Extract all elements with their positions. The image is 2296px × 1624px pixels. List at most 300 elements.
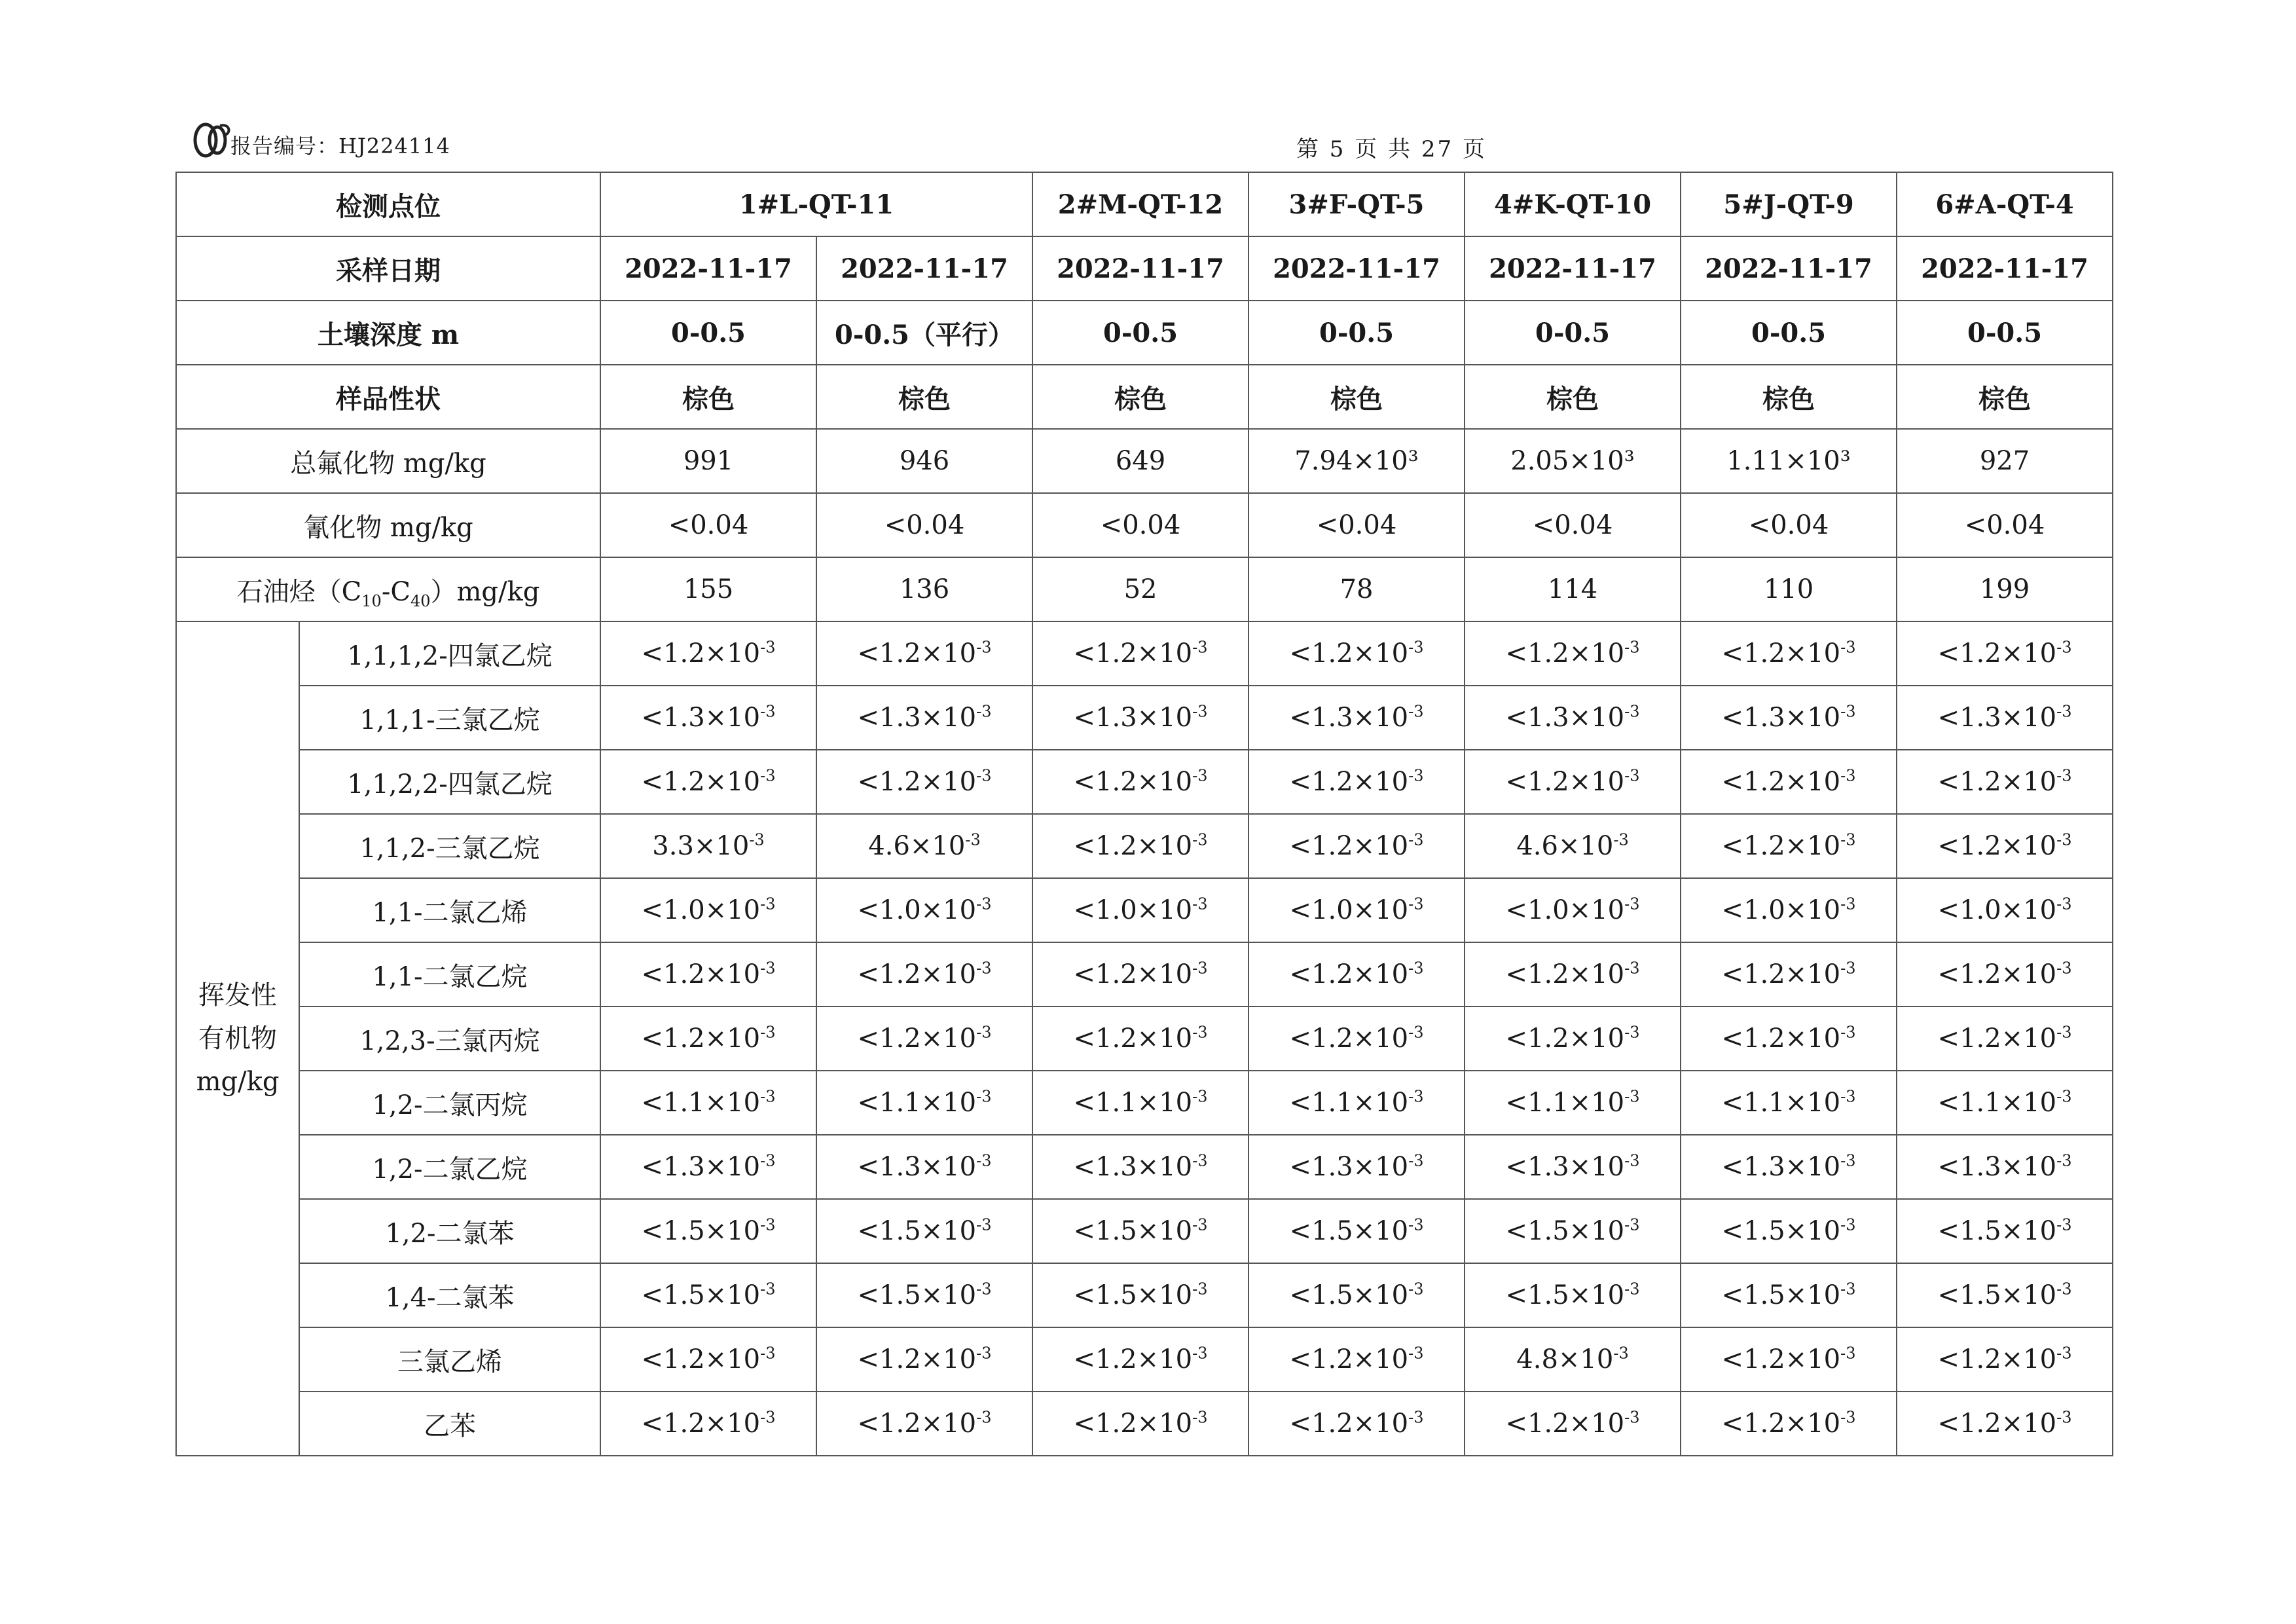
- group-label-voc: [176, 621, 299, 1456]
- value-mantissa: <1.2×10: [857, 959, 977, 989]
- value-mantissa: <1.3×10: [857, 1152, 977, 1182]
- value-cell: [1897, 621, 2113, 686]
- value-mantissa: <1.2×10: [1289, 638, 1409, 669]
- value-cell: 946: [816, 429, 1032, 493]
- value-cell: [1465, 1071, 1681, 1135]
- value-exponent: -3: [1840, 638, 1856, 657]
- value-cell: [1248, 1263, 1465, 1327]
- header-label: 采样日期: [176, 236, 600, 301]
- value-cell: [1032, 1327, 1248, 1392]
- value-cell: [816, 1006, 1032, 1071]
- value-cell: [816, 621, 1032, 686]
- value-mantissa: <1.0×10: [1505, 895, 1625, 925]
- value-exponent: -3: [1624, 1280, 1640, 1299]
- value-exponent: -3: [976, 1408, 992, 1427]
- value-mantissa: <1.0×10: [1937, 895, 2057, 925]
- value-exponent: -3: [976, 1344, 992, 1363]
- value-exponent: -3: [760, 1344, 776, 1363]
- label-part: 40: [410, 591, 431, 610]
- value-mantissa: <1.5×10: [857, 1216, 977, 1246]
- value-exponent: -3: [1624, 959, 1640, 978]
- depth-cell: 0-0.5: [1897, 301, 2113, 365]
- value-exponent: -3: [976, 638, 992, 657]
- value-exponent: -3: [2056, 1215, 2072, 1234]
- value-cell: [1032, 686, 1248, 750]
- value-cell: <0.04: [1465, 493, 1681, 557]
- value-exponent: -3: [1624, 702, 1640, 721]
- value-mantissa: <1.2×10: [857, 638, 977, 669]
- value-cell: [1248, 1392, 1465, 1456]
- value-cell: [816, 1263, 1032, 1327]
- value-exponent: -3: [1408, 1215, 1424, 1234]
- value-mantissa: <1.2×10: [1721, 638, 1841, 669]
- value-cell: [1465, 1006, 1681, 1071]
- value-exponent: -3: [976, 1087, 992, 1106]
- value-exponent: -3: [749, 830, 765, 849]
- value-cell: [816, 686, 1032, 750]
- value-exponent: -3: [1192, 1087, 1208, 1106]
- value-cell: <0.04: [1248, 493, 1465, 557]
- value-cell: [1248, 686, 1465, 750]
- value-mantissa: <1.1×10: [1073, 1088, 1193, 1118]
- value-cell: [816, 814, 1032, 878]
- value-mantissa: <1.1×10: [1721, 1088, 1841, 1118]
- value-cell: [600, 1263, 816, 1327]
- value-mantissa: <1.5×10: [1937, 1216, 2057, 1246]
- value-mantissa: <1.2×10: [1937, 1344, 2057, 1375]
- value-cell: [1897, 686, 2113, 750]
- value-exponent: -3: [760, 959, 776, 978]
- value-cell: [600, 686, 816, 750]
- value-cell: [1897, 1199, 2113, 1263]
- value-exponent: -3: [2056, 638, 2072, 657]
- compound-label: 1,2-二氯苯: [299, 1199, 600, 1263]
- value-exponent: -3: [1840, 1344, 1856, 1363]
- appearance-cell: 棕色: [1465, 365, 1681, 429]
- value-cell: [1248, 1135, 1465, 1199]
- value-cell: 78: [1248, 557, 1465, 621]
- value-exponent: -3: [1624, 895, 1640, 913]
- value-cell: [816, 1392, 1032, 1456]
- value-exponent: -3: [2056, 1344, 2072, 1363]
- value-cell: [1897, 1392, 2113, 1456]
- appearance-cell: 棕色: [600, 365, 816, 429]
- value-exponent: -3: [760, 1280, 776, 1299]
- value-mantissa: <1.2×10: [1073, 1024, 1193, 1054]
- value-mantissa: <1.5×10: [1289, 1280, 1409, 1310]
- value-mantissa: <1.2×10: [1721, 1344, 1841, 1375]
- value-exponent: -3: [1840, 702, 1856, 721]
- compound-label: 1,2-二氯丙烷: [299, 1071, 600, 1135]
- value-cell: 649: [1032, 429, 1248, 493]
- value-cell: [1248, 1071, 1465, 1135]
- value-exponent: -3: [1840, 830, 1856, 849]
- value-mantissa: <1.2×10: [1505, 959, 1625, 989]
- value-cell: [1465, 686, 1681, 750]
- value-mantissa: <1.2×10: [641, 767, 761, 797]
- value-cell: [816, 1071, 1032, 1135]
- header-row-points: [176, 172, 2113, 236]
- value-mantissa: <1.5×10: [641, 1280, 761, 1310]
- value-mantissa: <1.3×10: [641, 703, 761, 733]
- value-mantissa: <1.5×10: [1721, 1216, 1841, 1246]
- value-cell: 1.11×10³: [1681, 429, 1897, 493]
- appearance-cell: 棕色: [1681, 365, 1897, 429]
- compound-label: 1,4-二氯苯: [299, 1263, 600, 1327]
- table-row: [176, 1392, 2113, 1456]
- row-label: 总氟化物 mg/kg: [176, 429, 600, 493]
- appearance-cell: 棕色: [816, 365, 1032, 429]
- value-mantissa: <1.2×10: [857, 1344, 977, 1375]
- value-mantissa: <1.0×10: [857, 895, 977, 925]
- label-part: -C: [381, 576, 410, 607]
- value-mantissa: <1.2×10: [857, 1409, 977, 1439]
- value-exponent: -3: [1192, 1215, 1208, 1234]
- value-exponent: -3: [1613, 1344, 1629, 1363]
- table-row: [176, 1071, 2113, 1135]
- value-cell: [816, 878, 1032, 942]
- point-header: 3#F-QT-5: [1248, 172, 1465, 236]
- value-mantissa: <1.3×10: [1721, 703, 1841, 733]
- value-exponent: -3: [1192, 1408, 1208, 1427]
- table-row: [176, 814, 2113, 878]
- value-mantissa: <1.2×10: [1073, 1344, 1193, 1375]
- value-cell: [1032, 1263, 1248, 1327]
- value-mantissa: <1.2×10: [1289, 1344, 1409, 1375]
- value-exponent: -3: [760, 1087, 776, 1106]
- value-mantissa: <1.3×10: [641, 1152, 761, 1182]
- value-mantissa: <1.3×10: [1505, 1152, 1625, 1182]
- point-header: 5#J-QT-9: [1681, 172, 1897, 236]
- value-exponent: -3: [2056, 766, 2072, 785]
- value-mantissa: <1.2×10: [1937, 1024, 2057, 1054]
- value-cell: 110: [1681, 557, 1897, 621]
- value-exponent: -3: [1613, 830, 1629, 849]
- compound-label: 1,1-二氯乙烯: [299, 878, 600, 942]
- value-mantissa: <1.2×10: [1721, 767, 1841, 797]
- date-cell: 2022-11-17: [816, 236, 1032, 301]
- date-cell: 2022-11-17: [1681, 236, 1897, 301]
- value-cell: [600, 878, 816, 942]
- value-mantissa: <1.2×10: [1937, 959, 2057, 989]
- table-row: [176, 621, 2113, 686]
- depth-cell: 0-0.5: [1032, 301, 1248, 365]
- value-mantissa: <1.2×10: [641, 959, 761, 989]
- value-cell: 927: [1897, 429, 2113, 493]
- point-header: 2#M-QT-12: [1032, 172, 1248, 236]
- value-mantissa: <1.5×10: [641, 1216, 761, 1246]
- value-cell: 52: [1032, 557, 1248, 621]
- value-mantissa: <1.2×10: [641, 638, 761, 669]
- value-cell: [1465, 942, 1681, 1006]
- depth-cell: 0-0.5: [1681, 301, 1897, 365]
- value-mantissa: <1.2×10: [641, 1024, 761, 1054]
- table-row: [176, 878, 2113, 942]
- compound-label: 乙苯: [299, 1392, 600, 1456]
- value-exponent: -3: [1408, 1087, 1424, 1106]
- value-exponent: -3: [1408, 895, 1424, 913]
- compound-label: 1,1,1,2-四氯乙烷: [299, 621, 600, 686]
- value-cell: [1248, 942, 1465, 1006]
- value-exponent: -3: [760, 895, 776, 913]
- value-cell: [1465, 750, 1681, 814]
- value-mantissa: <1.5×10: [1505, 1280, 1625, 1310]
- value-cell: [600, 1071, 816, 1135]
- value-exponent: -3: [1408, 959, 1424, 978]
- value-exponent: -3: [760, 1151, 776, 1170]
- value-cell: [1248, 878, 1465, 942]
- value-mantissa: <1.2×10: [1505, 638, 1625, 669]
- value-cell: [1465, 1392, 1681, 1456]
- value-cell: [816, 942, 1032, 1006]
- label-part: ）mg/kg: [430, 576, 540, 607]
- value-cell: [600, 1392, 816, 1456]
- value-mantissa: <1.1×10: [641, 1088, 761, 1118]
- group-label-line: 挥发性: [198, 980, 277, 1010]
- date-cell: 2022-11-17: [1897, 236, 2113, 301]
- header-label: 样品性状: [176, 365, 600, 429]
- value-cell: [1032, 1071, 1248, 1135]
- value-cell: [1897, 814, 2113, 878]
- table-row: [176, 1199, 2113, 1263]
- value-cell: [1897, 1135, 2113, 1199]
- value-cell: [600, 1006, 816, 1071]
- value-cell: [600, 814, 816, 878]
- header-label: 土壤深度 m: [176, 301, 600, 365]
- date-cell: 2022-11-17: [600, 236, 816, 301]
- value-cell: [1465, 878, 1681, 942]
- value-cell: [600, 1199, 816, 1263]
- value-mantissa: 4.6×10: [868, 831, 966, 861]
- value-cell: [600, 1327, 816, 1392]
- value-mantissa: <1.2×10: [1289, 767, 1409, 797]
- value-exponent: -3: [1192, 1344, 1208, 1363]
- value-exponent: -3: [1408, 830, 1424, 849]
- compound-label: 1,2,3-三氯丙烷: [299, 1006, 600, 1071]
- value-cell: [600, 942, 816, 1006]
- value-cell: [1681, 942, 1897, 1006]
- appearance-cell: 棕色: [1032, 365, 1248, 429]
- value-cell: [816, 1199, 1032, 1263]
- value-mantissa: <1.2×10: [1937, 831, 2057, 861]
- value-mantissa: <1.2×10: [641, 1409, 761, 1439]
- value-cell: [1681, 1327, 1897, 1392]
- value-exponent: -3: [1192, 766, 1208, 785]
- value-exponent: -3: [976, 895, 992, 913]
- company-logo-icon: [191, 120, 233, 160]
- value-mantissa: <1.3×10: [1289, 1152, 1409, 1182]
- value-cell: [816, 1135, 1032, 1199]
- value-cell: [1465, 1263, 1681, 1327]
- table-row: [176, 429, 2113, 493]
- value-cell: [1681, 1199, 1897, 1263]
- value-cell: [1897, 942, 2113, 1006]
- compound-label: 1,1,2,2-四氯乙烷: [299, 750, 600, 814]
- value-cell: [600, 1135, 816, 1199]
- value-exponent: -3: [1408, 702, 1424, 721]
- value-cell: [1248, 1006, 1465, 1071]
- table-row: [176, 1135, 2113, 1199]
- value-mantissa: <1.1×10: [1937, 1088, 2057, 1118]
- value-mantissa: <1.3×10: [1721, 1152, 1841, 1182]
- value-cell: [1465, 814, 1681, 878]
- value-exponent: -3: [1624, 766, 1640, 785]
- appearance-cell: 棕色: [1248, 365, 1465, 429]
- value-exponent: -3: [1840, 1215, 1856, 1234]
- value-mantissa: <1.2×10: [857, 1024, 977, 1054]
- value-exponent: -3: [1408, 1344, 1424, 1363]
- value-cell: [1897, 1071, 2113, 1135]
- value-mantissa: <1.2×10: [1289, 831, 1409, 861]
- value-mantissa: <1.3×10: [857, 703, 977, 733]
- value-exponent: -3: [1840, 1087, 1856, 1106]
- value-mantissa: <1.2×10: [1505, 1024, 1625, 1054]
- value-mantissa: <1.2×10: [1505, 767, 1625, 797]
- table-row: [176, 1263, 2113, 1327]
- value-exponent: -3: [1840, 766, 1856, 785]
- value-mantissa: <1.3×10: [1937, 1152, 2057, 1182]
- value-cell: [1897, 878, 2113, 942]
- value-cell: [1897, 750, 2113, 814]
- value-exponent: -3: [760, 1408, 776, 1427]
- compound-label: 1,1-二氯乙烷: [299, 942, 600, 1006]
- value-cell: [600, 750, 816, 814]
- header-row-dates: [176, 236, 2113, 301]
- value-cell: <0.04: [1681, 493, 1897, 557]
- value-cell: [1897, 1327, 2113, 1392]
- value-mantissa: <1.0×10: [1073, 895, 1193, 925]
- row-label: [176, 557, 600, 621]
- value-exponent: -3: [1840, 959, 1856, 978]
- value-mantissa: <1.2×10: [1505, 1409, 1625, 1439]
- value-exponent: -3: [976, 702, 992, 721]
- value-mantissa: <1.5×10: [857, 1280, 977, 1310]
- value-exponent: -3: [2056, 1280, 2072, 1299]
- value-cell: <0.04: [1897, 493, 2113, 557]
- value-cell: [1897, 1006, 2113, 1071]
- value-mantissa: <1.5×10: [1073, 1280, 1193, 1310]
- value-cell: 155: [600, 557, 816, 621]
- value-cell: 114: [1465, 557, 1681, 621]
- value-exponent: -3: [1840, 1408, 1856, 1427]
- value-exponent: -3: [1408, 1023, 1424, 1042]
- value-exponent: -3: [2056, 1087, 2072, 1106]
- value-exponent: -3: [1408, 1408, 1424, 1427]
- value-exponent: -3: [2056, 959, 2072, 978]
- value-cell: [1681, 1392, 1897, 1456]
- value-mantissa: <1.2×10: [1721, 959, 1841, 989]
- value-cell: [1032, 1006, 1248, 1071]
- value-exponent: -3: [976, 1023, 992, 1042]
- value-mantissa: <1.2×10: [1937, 767, 2057, 797]
- value-exponent: -3: [1624, 1087, 1640, 1106]
- value-cell: [1465, 621, 1681, 686]
- value-cell: [1032, 1392, 1248, 1456]
- appearance-cell: 棕色: [1897, 365, 2113, 429]
- value-cell: [816, 750, 1032, 814]
- header-row-appearance: [176, 365, 2113, 429]
- depth-cell: 0-0.5: [600, 301, 816, 365]
- value-exponent: -3: [1624, 638, 1640, 657]
- value-mantissa: <1.2×10: [1073, 767, 1193, 797]
- value-cell: [1681, 621, 1897, 686]
- value-exponent: -3: [1624, 1408, 1640, 1427]
- value-cell: [1681, 1135, 1897, 1199]
- value-cell: [816, 1327, 1032, 1392]
- depth-cell: 0-0.5（平行）: [816, 301, 1032, 365]
- value-exponent: -3: [976, 1280, 992, 1299]
- value-mantissa: <1.3×10: [1505, 703, 1625, 733]
- table-row: [176, 1327, 2113, 1392]
- value-mantissa: <1.3×10: [1937, 703, 2057, 733]
- value-exponent: -3: [1840, 1023, 1856, 1042]
- value-exponent: -3: [976, 766, 992, 785]
- value-exponent: -3: [2056, 1408, 2072, 1427]
- point-header: 6#A-QT-4: [1897, 172, 2113, 236]
- value-cell: [1681, 1263, 1897, 1327]
- value-cell: 991: [600, 429, 816, 493]
- value-cell: [600, 621, 816, 686]
- page-number: 第 5 页 共 27 页: [1296, 136, 1487, 162]
- value-mantissa: <1.3×10: [1073, 1152, 1193, 1182]
- value-exponent: -3: [1408, 1151, 1424, 1170]
- value-mantissa: <1.2×10: [1937, 638, 2057, 669]
- value-cell: [1897, 1263, 2113, 1327]
- value-mantissa: <1.0×10: [1289, 895, 1409, 925]
- results-table: [175, 172, 2113, 1456]
- value-cell: [1681, 1006, 1897, 1071]
- value-cell: 136: [816, 557, 1032, 621]
- group-label-line: 有机物: [198, 1024, 277, 1054]
- value-mantissa: <1.5×10: [1073, 1216, 1193, 1246]
- value-mantissa: <1.1×10: [1289, 1088, 1409, 1118]
- value-cell: [1248, 1327, 1465, 1392]
- value-cell: [1248, 750, 1465, 814]
- label-part: 石油烃（C: [236, 576, 362, 607]
- value-mantissa: <1.5×10: [1937, 1280, 2057, 1310]
- value-cell: [1465, 1327, 1681, 1392]
- value-exponent: -3: [1840, 895, 1856, 913]
- table-row: [176, 557, 2113, 621]
- value-exponent: -3: [1192, 1280, 1208, 1299]
- value-cell: <0.04: [600, 493, 816, 557]
- point-header: 1#L-QT-11: [600, 172, 1032, 236]
- depth-cell: 0-0.5: [1248, 301, 1465, 365]
- value-exponent: -3: [1408, 1280, 1424, 1299]
- value-mantissa: <1.3×10: [1289, 703, 1409, 733]
- value-cell: 2.05×10³: [1465, 429, 1681, 493]
- value-cell: 7.94×10³: [1248, 429, 1465, 493]
- value-exponent: -3: [2056, 830, 2072, 849]
- value-exponent: -3: [760, 638, 776, 657]
- value-cell: [1032, 814, 1248, 878]
- compound-label: 1,2-二氯乙烷: [299, 1135, 600, 1199]
- value-exponent: -3: [1192, 895, 1208, 913]
- table-row: [176, 750, 2113, 814]
- table-row: [176, 686, 2113, 750]
- date-cell: 2022-11-17: [1465, 236, 1681, 301]
- value-cell: [1032, 942, 1248, 1006]
- value-mantissa: <1.2×10: [1073, 831, 1193, 861]
- table-row: [176, 942, 2113, 1006]
- value-exponent: -3: [2056, 702, 2072, 721]
- group-label-line: mg/kg: [196, 1067, 280, 1097]
- value-exponent: -3: [1192, 638, 1208, 657]
- compound-label: 1,1,1-三氯乙烷: [299, 686, 600, 750]
- value-cell: [1248, 814, 1465, 878]
- value-mantissa: <1.2×10: [857, 767, 977, 797]
- value-exponent: -3: [976, 1215, 992, 1234]
